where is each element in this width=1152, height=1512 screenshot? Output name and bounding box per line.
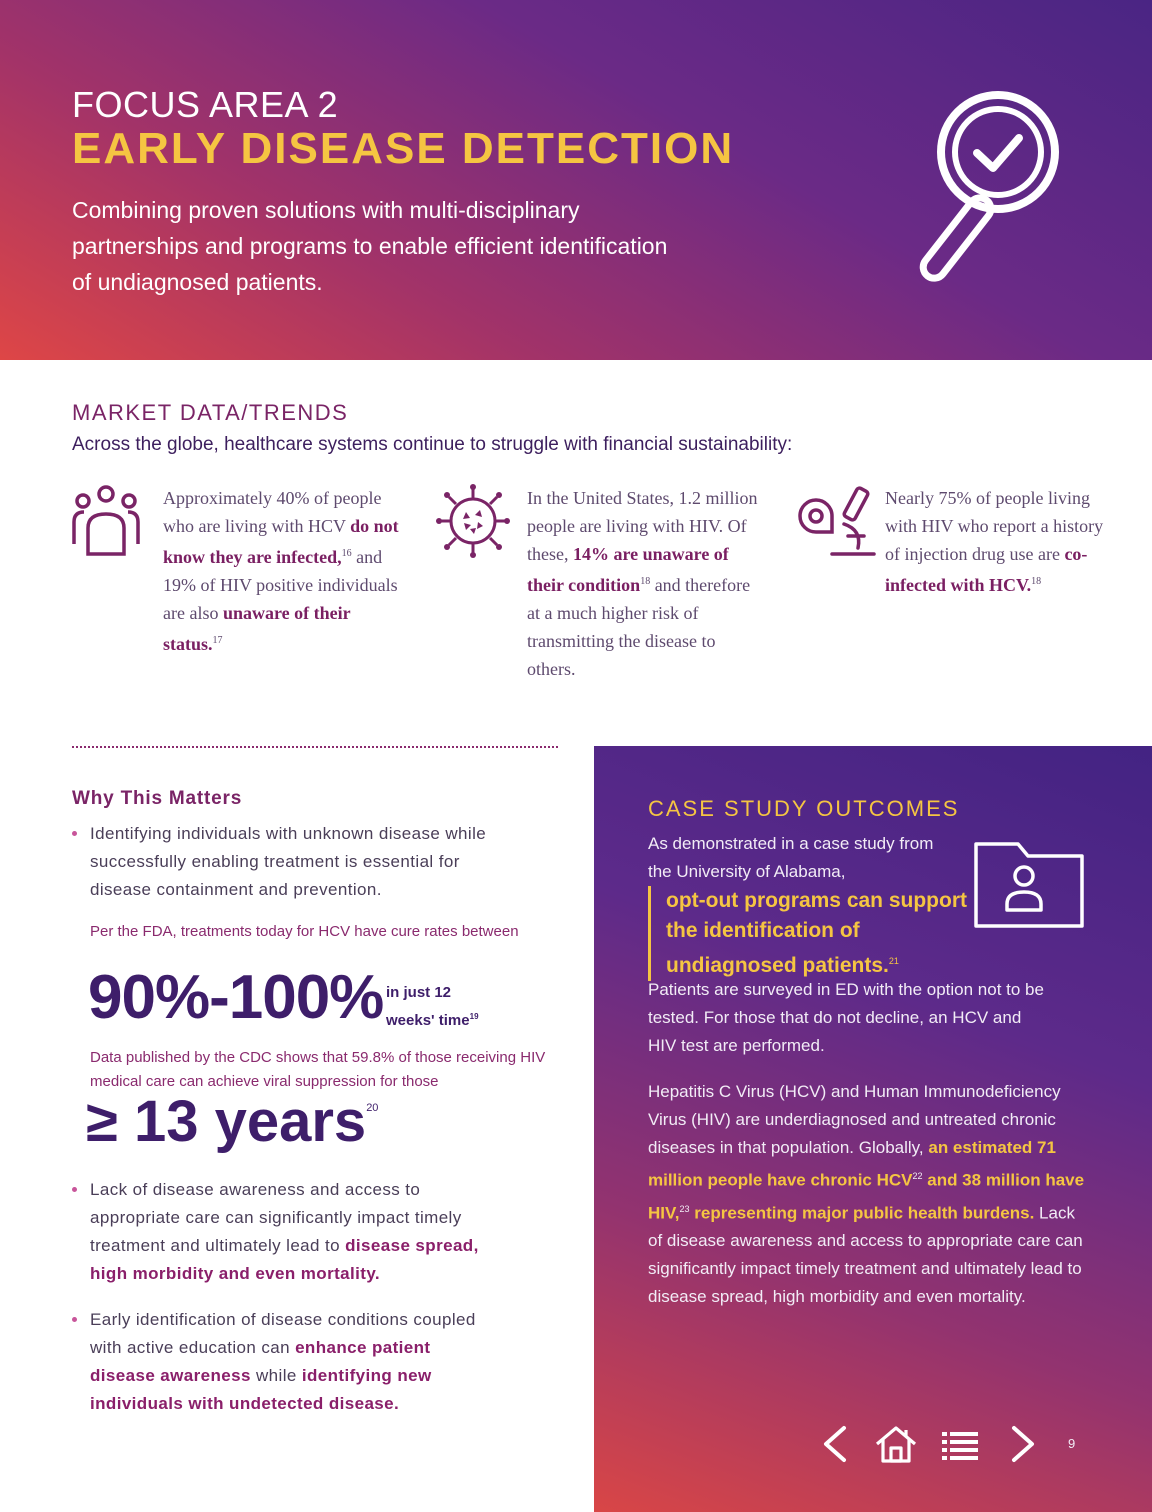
cure-rate-timeframe: in just 12 weeks' time$^{19}$ — [386, 984, 479, 1029]
next-page-button[interactable] — [1008, 1424, 1038, 1464]
viral-suppression-stat: ≥ 13 years$^{20}$ — [86, 1089, 379, 1154]
stat-hcv-coinfected: Nearly 75% of people living with HIV who report a history of injection drug use are co-infected with HCV.$^{18}$ — [885, 488, 1104, 595]
cdc-note: Data published by the CDC shows that 59.8% of those receiving HIV medical care can achieve viral suppression for those — [90, 1049, 546, 1090]
patient-folder-icon — [972, 838, 1088, 930]
previous-page-button[interactable] — [820, 1424, 850, 1464]
case-study-quote: opt-out programs can support the identification of undiagnosed patients.$^{21}$ — [648, 886, 986, 981]
virus-icon — [436, 484, 510, 558]
hero-lede: Combining proven solutions with multi-disciplinary partnerships and programs to enable efficient identification of undiagnosed patients. — [72, 197, 668, 295]
cure-rate-stat: 90%-100% — [88, 963, 384, 1032]
hero-banner — [0, 0, 1152, 360]
bullet-dot — [72, 1187, 77, 1192]
case-study-method: Patients are surveyed in ED with the option not to be tested. For those that do not decline, an HCV and HIV test are performed. — [648, 980, 1044, 1055]
case-study-findings: Hepatitis C Virus (HCV) and Human Immunodeficiency Virus (HIV) are underdiagnosed and untreated chronic diseases in that population. Globally, an estimated 71 million people have chronic HCV$^{22}$ and 38 million have HIV,$^{23}$ representing major public health burdens. Lack of disease awareness and access to appropriate care can significantly impact timely treatment and ultimately lead to disease spread, high morbidity and even mortality. — [648, 1082, 1085, 1307]
stat-hcv-unaware: Approximately 40% of people who are living with HCV do not know they are infected,$^{16}$ and 19% of HIV positive individuals are also unaware of their status.$^{17}$ — [163, 488, 399, 654]
bullet-identifying: Identifying individuals with unknown disease while successfully enabling treatment is essential for disease containment and prevention. — [90, 824, 487, 899]
magnifier-check-icon — [900, 86, 1070, 296]
market-data-heading: MARKET DATA/TRENDS — [72, 400, 349, 425]
bullet-dot — [72, 1317, 77, 1322]
why-this-matters-heading: Why This Matters — [72, 788, 243, 809]
home-button[interactable] — [874, 1424, 918, 1464]
microscope-icon — [798, 484, 878, 560]
section-divider — [72, 746, 558, 748]
focus-area-label: FOCUS AREA 2 — [72, 84, 339, 125]
case-study-intro: As demonstrated in a case study from the University of Alabama, — [648, 834, 934, 881]
bullet-awareness: Lack of disease awareness and access to appropriate care can significantly impact timely treatment and ultimately lead to disease spread, high morbidity and even mortality. — [90, 1180, 479, 1283]
people-group-icon — [66, 484, 146, 560]
page-number: 9 — [1068, 1436, 1076, 1451]
fda-note: Per the FDA, treatments today for HCV have cure rates between — [90, 923, 519, 940]
page-title: EARLY DISEASE DETECTION — [72, 124, 735, 173]
stat-hiv-unaware: In the United States, 1.2 million people are living with HIV. Of these, 14% are unaware of their condition$^{18}$ and therefore at a much higher risk of transmitting the disease to others. — [527, 488, 758, 679]
table-of-contents-button[interactable] — [940, 1424, 980, 1464]
bullet-early-identification: Early identification of disease conditions coupled with active education can enhance patient disease awareness while identifying new individuals with undetected disease. — [90, 1310, 476, 1413]
case-study-heading: CASE STUDY OUTCOMES — [648, 796, 960, 821]
market-data-subtitle: Across the globe, healthcare systems continue to struggle with financial sustainability: — [72, 434, 793, 455]
bullet-dot — [72, 831, 77, 836]
